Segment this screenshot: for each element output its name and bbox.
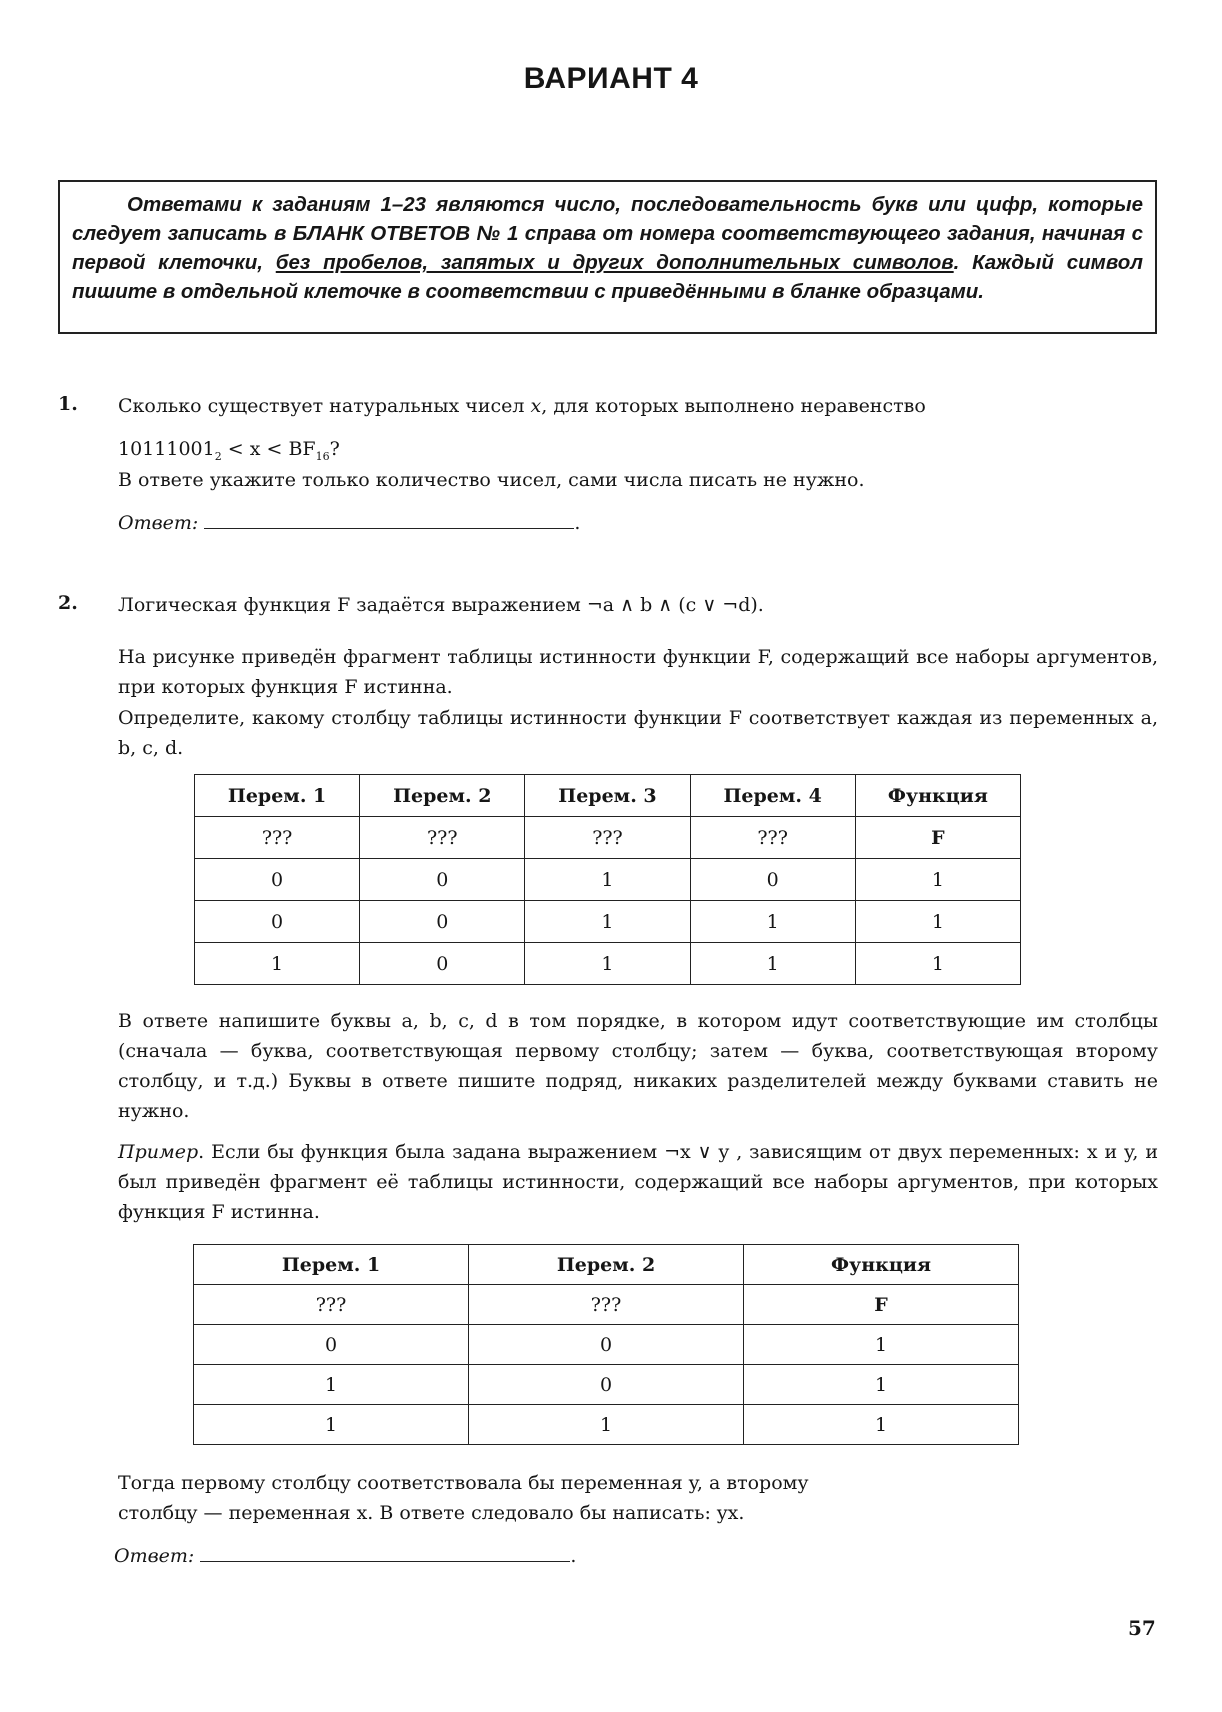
header-cell: Перем. 2	[360, 775, 525, 817]
task2-example	[118, 1137, 1158, 1227]
table-row	[195, 943, 1021, 985]
cell: 1	[744, 1325, 1019, 1365]
header-cell: Перем. 1	[194, 1245, 469, 1285]
inequality: < x <	[221, 438, 289, 460]
table-row	[195, 817, 1021, 859]
cell: ???	[194, 1285, 469, 1325]
table-row	[194, 1365, 1019, 1405]
cell: F	[744, 1285, 1019, 1325]
task2-answer: Ответ: .	[114, 1545, 577, 1567]
task1-question	[118, 391, 1158, 421]
hex-number: BF	[288, 438, 316, 460]
cell: 0	[469, 1365, 744, 1405]
table-row	[194, 1325, 1019, 1365]
cell: 1	[194, 1405, 469, 1445]
table-row	[195, 859, 1021, 901]
cell: 1	[855, 943, 1020, 985]
header-cell: Перем. 3	[525, 775, 690, 817]
task2-p4: Тогда первому столбцу соответствовала бы переменная y, а второму	[118, 1472, 809, 1494]
cell: 0	[690, 859, 855, 901]
task2-intro: Логическая функция F задаётся выражением ¬a ∧ b ∧ (c ∨ ¬d).	[118, 594, 764, 616]
header-cell: Перем. 1	[195, 775, 360, 817]
task2-p2: Определите, какому столбцу таблицы истинности функции F соответствует каждая из переменных a, b, c, d.	[118, 707, 1158, 759]
cell: 1	[525, 943, 690, 985]
table-row	[194, 1285, 1019, 1325]
page-number: 57	[1128, 1616, 1156, 1640]
task1-note: В ответе укажите только количество чисел, сами числа писать не нужно.	[118, 469, 865, 491]
cell: 1	[195, 943, 360, 985]
cell: 1	[690, 901, 855, 943]
answer-label: Ответ:	[118, 512, 199, 534]
task2-p5: столбцу — переменная x. В ответе следовало бы написать: yx.	[118, 1502, 745, 1524]
header-cell: Перем. 2	[469, 1245, 744, 1285]
table-row	[195, 901, 1021, 943]
example-label: Пример	[118, 1141, 199, 1163]
question-mark: ?	[329, 438, 340, 460]
cell: ???	[690, 817, 855, 859]
example-text: . Если бы функция была задана выражением ¬x ∨ y , зависящим от двух переменных: x и y, и был приведён фрагмент её таблицы истинности, содержащий все наборы аргументов, при которых функция F истинна.	[118, 1141, 1158, 1223]
header-cell: Функция	[855, 775, 1020, 817]
cell: 0	[360, 859, 525, 901]
table-header-row	[194, 1245, 1019, 1285]
answer-field[interactable]	[204, 510, 574, 529]
cell: 0	[195, 901, 360, 943]
answer-label: Ответ:	[114, 1545, 195, 1567]
text: , для которых выполнено неравенство	[541, 395, 926, 417]
table-row	[194, 1405, 1019, 1445]
cell: 0	[360, 901, 525, 943]
cell: 0	[195, 859, 360, 901]
task2-p1: На рисунке приведён фрагмент таблицы истинности функции F, содержащий все наборы аргументов, при которых функция F истинна.	[118, 646, 1158, 698]
cell: ???	[195, 817, 360, 859]
cell: 1	[469, 1405, 744, 1445]
header-cell: Функция	[744, 1245, 1019, 1285]
truth-table	[194, 774, 1021, 985]
table-header-row	[195, 775, 1021, 817]
cell: 0	[360, 943, 525, 985]
base: 2	[214, 449, 222, 463]
cell: 1	[855, 859, 1020, 901]
text: Сколько существует натуральных чисел	[118, 395, 531, 417]
answer-field[interactable]	[200, 1543, 570, 1562]
cell: 1	[744, 1405, 1019, 1445]
variable: x	[530, 395, 542, 417]
instructions-box	[58, 180, 1157, 334]
cell: ???	[360, 817, 525, 859]
cell: 1	[525, 859, 690, 901]
cell: F	[855, 817, 1020, 859]
cell: 1	[194, 1365, 469, 1405]
header-cell: Перем. 4	[690, 775, 855, 817]
instructions-text-end: . Каждый символ пишите в отдельной клеточке в соответствии с приведёнными в бланке образцами.	[72, 251, 1143, 303]
task1-answer: Ответ: .	[118, 512, 581, 534]
cell: 0	[194, 1325, 469, 1365]
cell: ???	[469, 1285, 744, 1325]
instructions-underlined: без пробелов, запятых и других дополнительных символов	[275, 251, 954, 274]
example-truth-table	[193, 1244, 1019, 1445]
cell: 1	[855, 901, 1020, 943]
instructions-text: Ответами к заданиям 1–23 являются число, последовательность букв или цифр, которые следует записать в БЛАНК ОТВЕТОВ № 1 справа от номера соответствующего задания, начиная с первой клеточки,	[72, 193, 1143, 274]
task-number: 2.	[58, 592, 78, 614]
task2-p3: В ответе напишите буквы a, b, c, d в том порядке, в котором идут соответствующие им столбцы (сначала — буква, соответствующая первому столбцу; затем — буква, соответствующая второму столбцу, и т.д.) Буквы в ответе пишите подряд, никаких разделителей между буквами ставить не нужно.	[118, 1010, 1158, 1122]
task-number: 1.	[58, 393, 78, 415]
binary-number: 10111001	[118, 438, 215, 460]
cell: 0	[469, 1325, 744, 1365]
cell: ???	[525, 817, 690, 859]
base: 16	[315, 449, 330, 463]
cell: 1	[690, 943, 855, 985]
page-title: ВАРИАНТ 4	[523, 62, 699, 95]
cell: 1	[525, 901, 690, 943]
cell: 1	[744, 1365, 1019, 1405]
